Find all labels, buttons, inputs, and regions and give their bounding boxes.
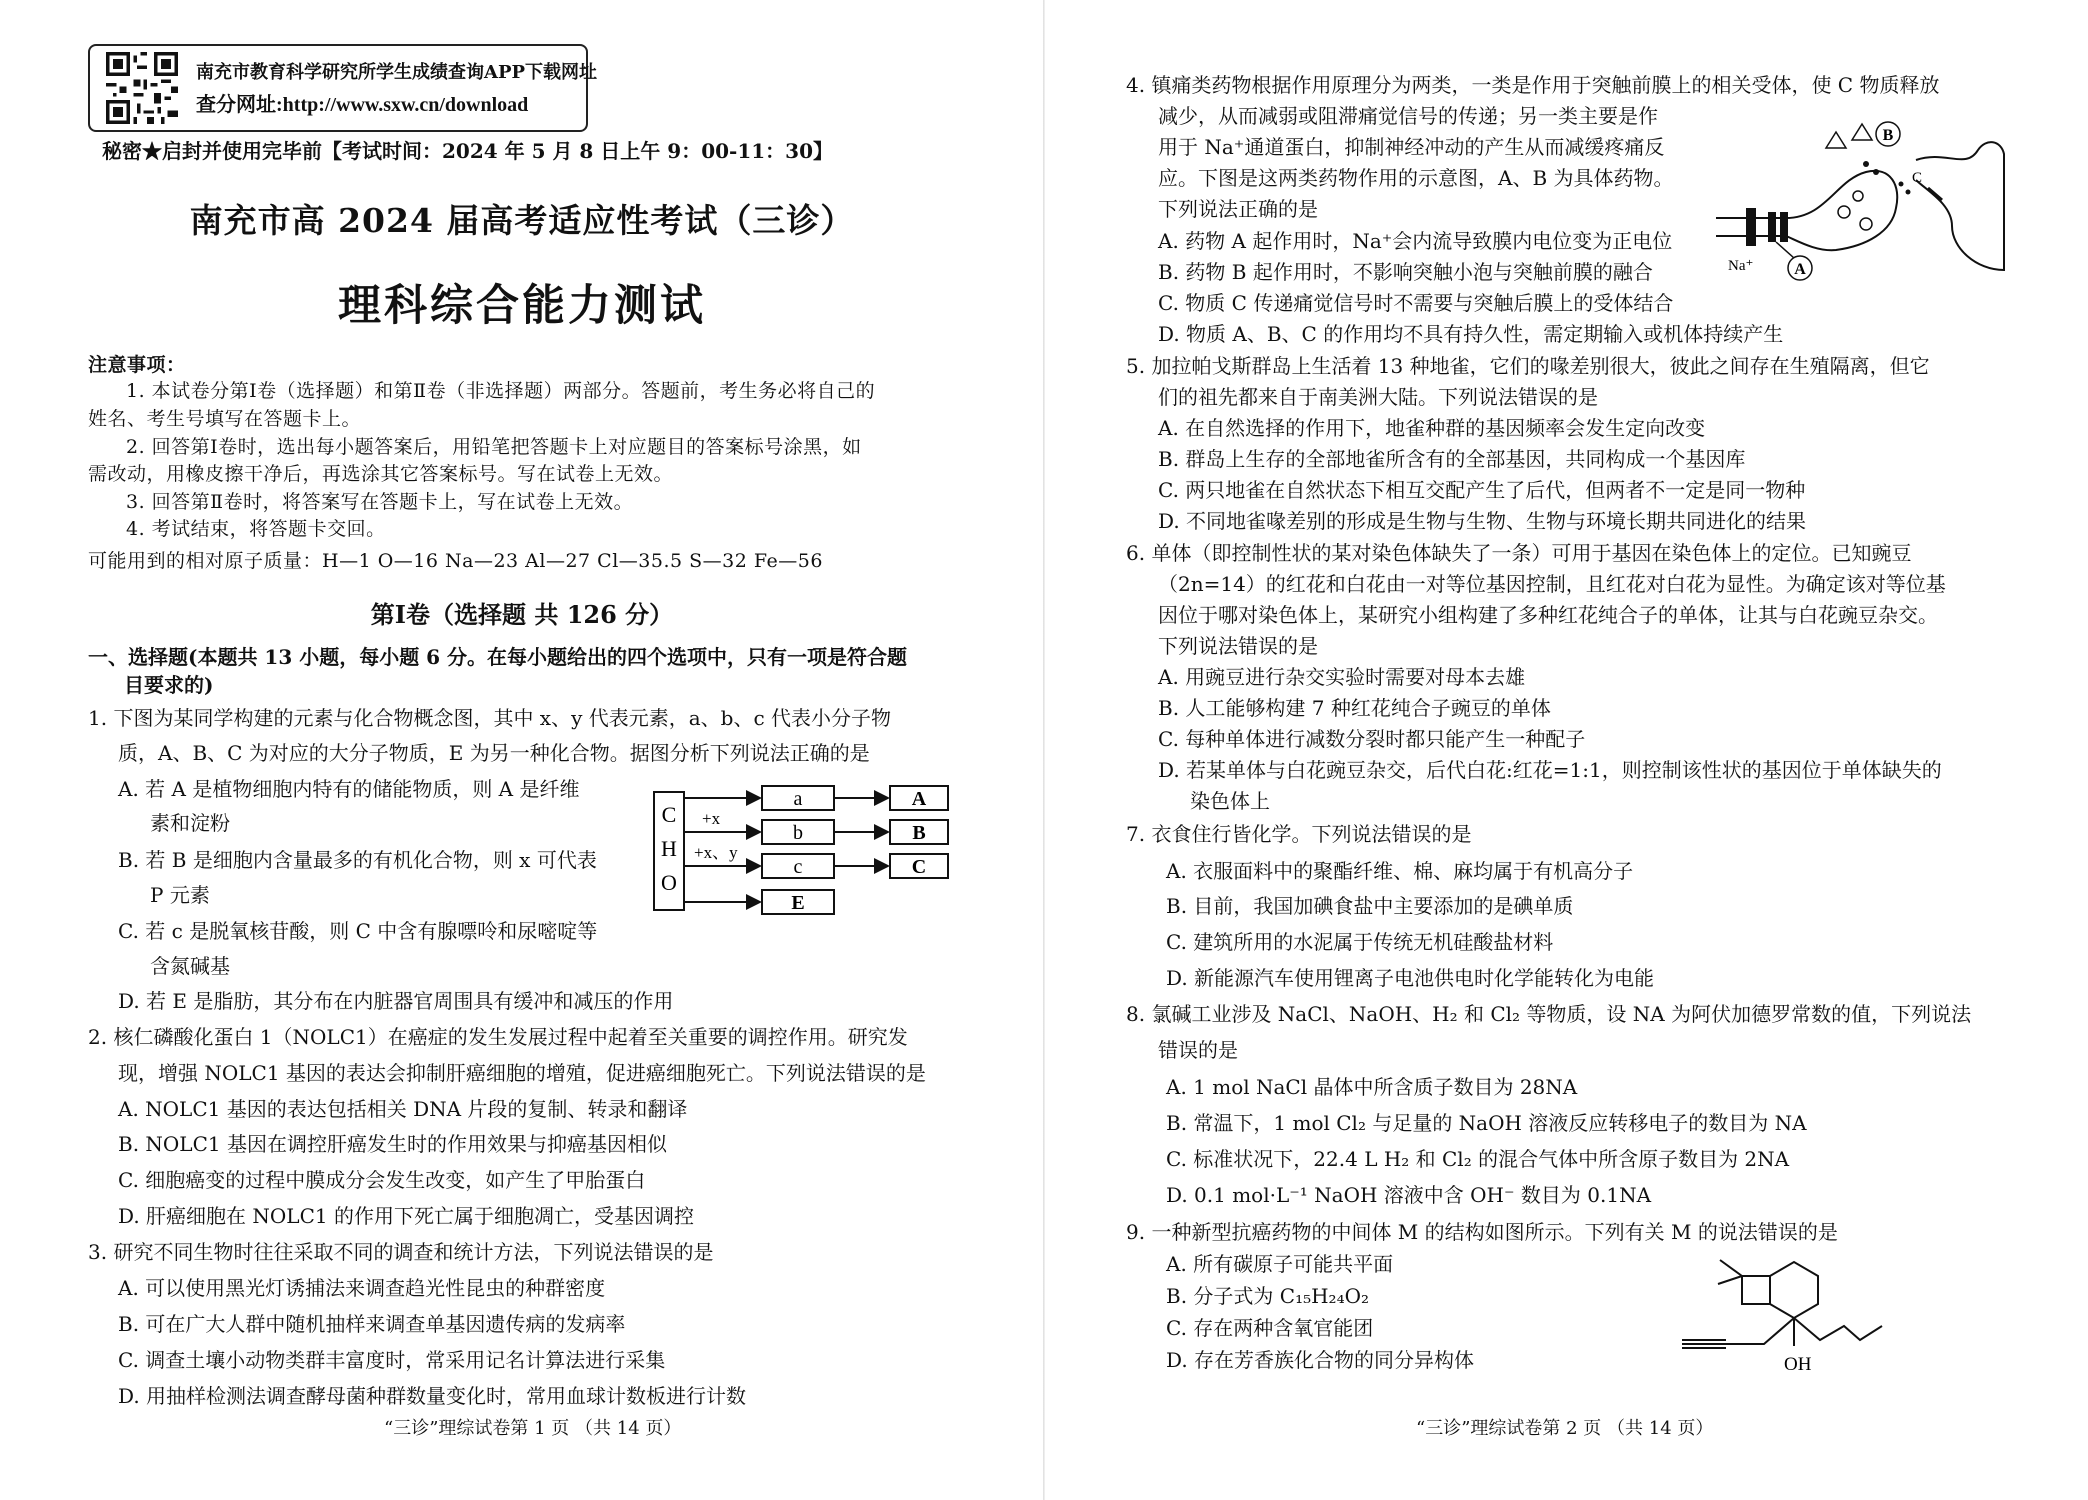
- molecule-m-structure: [1660, 1256, 1890, 1382]
- qr-url-text: 查分网址:http://www.sxw.cn/download: [196, 94, 529, 116]
- small-molecule-label: c: [793, 856, 803, 878]
- arrow-label-x: +x: [702, 809, 721, 828]
- question-5-option-c: C. 两只地雀在自然状态下相互交配产生了后代，但两者不一定是同一物种: [1158, 478, 1806, 502]
- element-label: H: [661, 836, 677, 861]
- question-3-option-a: A. 可以使用黑光灯诱捕法来调查趋光性昆虫的种群密度: [118, 1276, 606, 1300]
- question-6-option-b: B. 人工能够构建 7 种红花纯合子豌豆的单体: [1158, 696, 1551, 720]
- macromolecule-label: C: [911, 856, 927, 878]
- question-2-stem: 2. 核仁磷酸化蛋白 1（NOLC1）在癌症的发生发展过程中起着至关重要的调控作用。研究发: [88, 1025, 908, 1049]
- notice-line: 姓名、考生号填写在答题卡上。: [88, 408, 362, 430]
- question-9-option-a: A. 所有碳原子可能共平面: [1166, 1252, 1394, 1276]
- page-footer: “三诊”理综试卷第 1 页 （共 14 页）: [384, 1418, 682, 1439]
- question-9-stem: 9. 一种新型抗癌药物的中间体 M 的结构如图所示。下列有关 M 的说法错误的是: [1126, 1220, 1838, 1244]
- qr-header-box: [88, 44, 598, 132]
- question-1-option-b: B. 若 B 是细胞内含量最多的有机化合物，则 x 可代表: [118, 848, 597, 872]
- other-compound-label: E: [791, 892, 805, 914]
- neurotransmitter-dot: [1906, 190, 1911, 195]
- page-footer: “三诊”理综试卷第 2 页 （共 14 页）: [1416, 1418, 1714, 1439]
- notice-line: 4. 考试结束，将答题卡交回。: [126, 518, 386, 540]
- question-4-stem: 下列说法正确的是: [1158, 197, 1318, 221]
- question-6-stem: 下列说法错误的是: [1158, 634, 1318, 658]
- question-8-stem: 8. 氯碱工业涉及 NaCl、NaOH、H₂ 和 Cl₂ 等物质，设 NA 为阿伏加德罗常数的值，下列说法: [1126, 1002, 1972, 1026]
- question-8-option-a: A. 1 mol NaCl 晶体中所含质子数目为 28NA: [1166, 1075, 1578, 1099]
- notice-heading: 注意事项：: [88, 354, 186, 376]
- synaptic-vesicle: [1860, 218, 1872, 230]
- question-8-stem: 错误的是: [1158, 1038, 1238, 1062]
- question-8-option-d: D. 0.1 mol·L⁻¹ NaOH 溶液中含 OH⁻ 数目为 0.1NA: [1166, 1183, 1652, 1207]
- hydroxyl-label: OH: [1784, 1354, 1812, 1375]
- question-4-stem: 用于 Na⁺通道蛋白，抑制神经冲动的产生从而减缓疼痛反: [1158, 135, 1665, 159]
- receptor-dot: [1863, 161, 1869, 167]
- question-7-option-d: D. 新能源汽车使用锂离子电池供电时化学能转化为电能: [1166, 966, 1655, 990]
- question-1-option-c: 含氮碱基: [150, 954, 230, 978]
- propargyl-chain: [1726, 1318, 1794, 1344]
- presynaptic-axon: [1716, 171, 1897, 250]
- question-1-stem: 质，A、B、C 为对应的大分子物质，E 为另一种化合物。据图分析下列说法正确的是: [118, 741, 870, 765]
- element-compound-diagram: [650, 776, 960, 924]
- question-2-option-d: D. 肝癌细胞在 NOLC1 的作用下死亡属于细胞凋亡，受基因调控: [118, 1204, 694, 1228]
- question-6-stem: （2n=14）的红花和白花由一对等位基因控制，且红花对白花为显性。为确定该对等位基: [1158, 572, 1946, 596]
- drug-b-triangle: [1852, 124, 1872, 140]
- macromolecule-label: B: [912, 822, 926, 844]
- question-6-stem: 6. 单体（即控制性状的某对染色体缺失了一条）可用于基因在染色体上的定位。已知豌豆: [1126, 541, 1912, 565]
- na-channel: [1780, 212, 1788, 242]
- question-4-option-b: B. 药物 B 起作用时，不影响突触小泡与突触前膜的融合: [1158, 260, 1653, 284]
- question-1-option-a: A. 若 A 是植物细胞内特有的储能物质，则 A 是纤维: [118, 777, 580, 801]
- neurotransmitter-dot: [1899, 182, 1904, 187]
- element-label: O: [661, 870, 677, 895]
- synapse-diagram: [1716, 120, 2006, 290]
- question-6-stem: 因位于哪对染色体上，某研究小组构建了多种红花纯合子的单体，让其与白花豌豆杂交。: [1158, 603, 1938, 627]
- question-8-option-c: C. 标准状况下，22.4 L H₂ 和 Cl₂ 的混合气体中所含原子数目为 2NA: [1166, 1147, 1790, 1171]
- question-6-option-d: D. 若某单体与白花豌豆杂交，后代白花:红花=1:1，则控制该性状的基因位于单体缺失的: [1158, 758, 1942, 782]
- question-3-option-d: D. 用抽样检测法调查酵母菌种群数量变化时，常用血球计数板进行计数: [118, 1384, 747, 1408]
- question-2-stem: 现，增强 NOLC1 基因的表达会抑制肝癌细胞的增殖，促进癌细胞死亡。下列说法错误的是: [118, 1061, 926, 1085]
- question-9-option-b: B. 分子式为 C₁₅H₂₄O₂: [1166, 1284, 1369, 1308]
- exam-time-notice: 秘密★启封并使用完毕前【考试时间：2024 年 5 月 8 日上午 9：00-11：30】: [102, 139, 833, 163]
- question-8-option-b: B. 常温下，1 mol Cl₂ 与足量的 NaOH 溶液反应转移电子的数目为 NA: [1166, 1111, 1807, 1135]
- question-3-stem: 3. 研究不同生物时往往采取不同的调查和统计方法，下列说法错误的是: [88, 1240, 714, 1264]
- exam-title: 南充市高 2024 届高考适应性考试（三诊）: [189, 201, 855, 240]
- question-7-option-b: B. 目前，我国加碘食盐中主要添加的是碘单质: [1166, 894, 1574, 918]
- cyclohexane-ring: [1770, 1262, 1818, 1318]
- question-9-option-c: C. 存在两种含氧官能团: [1166, 1316, 1374, 1340]
- question-4-stem: 应。下图是这两类药物作用的示意图，A、B 为具体药物。: [1158, 166, 1674, 190]
- section-instruction: 目要求的): [124, 673, 214, 697]
- macromolecule-label: A: [911, 788, 927, 810]
- qr-download-text: 南充市教育科学研究所学生成绩查询APP下载网址: [196, 62, 598, 83]
- question-3-option-b: B. 可在广大人群中随机抽样来调查单基因遗传病的发病率: [118, 1312, 626, 1336]
- drug-b-label: B: [1882, 127, 1894, 144]
- methoxymethyl-chain: [1794, 1318, 1882, 1340]
- question-4-option-a: A. 药物 A 起作用时，Na⁺会内流导致膜内电位变为正电位: [1158, 229, 1673, 253]
- sodium-ion-label: Na⁺: [1728, 258, 1754, 274]
- question-6-option-c: C. 每种单体进行减数分裂时都只能产生一种配子: [1158, 727, 1586, 751]
- qr-code-icon: [106, 52, 178, 124]
- question-4-option-c: C. 物质 C 传递痛觉信号时不需要与突触后膜上的受体结合: [1158, 291, 1674, 315]
- synaptic-vesicle: [1853, 191, 1863, 201]
- question-1-stem: 1. 下图为某同学构建的元素与化合物概念图，其中 x、y 代表元素，a、b、c 代表小分子物: [88, 706, 892, 730]
- exam-subtitle: 理科综合能力测试: [338, 281, 706, 331]
- question-4-option-d: D. 物质 A、B、C 的作用均不具有持久性，需定期输入或机体持续产生: [1158, 322, 1784, 346]
- substance-c-label: C: [1912, 170, 1923, 186]
- postsynaptic-neuron: [1916, 142, 2004, 270]
- notice-line: 3. 回答第Ⅱ卷时，将答案写在答题卡上，写在试卷上无效。: [126, 491, 634, 513]
- receptor-dot: [1873, 169, 1879, 175]
- question-2-option-a: A. NOLC1 基因的表达包括相关 DNA 片段的复制、转录和翻译: [118, 1097, 688, 1121]
- element-label: C: [661, 802, 677, 827]
- notice-line: 需改动，用橡皮擦干净后，再选涂其它答案标号。写在试卷上无效。: [88, 463, 674, 485]
- question-6-option-a: A. 用豌豆进行杂交实验时需要对母本去雄: [1158, 665, 1526, 689]
- question-7-option-c: C. 建筑所用的水泥属于传统无机硅酸盐材料: [1166, 930, 1554, 954]
- notice-line: 2. 回答第Ⅰ卷时，选出每小题答案后，用铅笔把答题卡上对应题目的答案标号涂黑，如: [126, 436, 862, 458]
- na-channel: [1768, 212, 1776, 242]
- question-5-option-d: D. 不同地雀喙差别的形成是生物与生物、生物与环境长期共同进化的结果: [1158, 509, 1807, 533]
- dimethyl-groups: [1718, 1260, 1742, 1284]
- question-2-option-b: B. NOLC1 基因在调控肝癌发生时的作用效果与抑癌基因相似: [118, 1132, 667, 1156]
- question-7-stem: 7. 衣食住行皆化学。下列说法错误的是: [1126, 822, 1472, 846]
- question-5-option-b: B. 群岛上生存的全部地雀所含有的全部基因，共同构成一个基因库: [1158, 447, 1746, 471]
- synaptic-vesicle: [1838, 206, 1850, 218]
- drug-a-pointer: [1776, 242, 1794, 258]
- question-1-option-d: D. 若 E 是脂肪，其分布在内脏器官周围具有缓冲和减压的作用: [118, 989, 674, 1013]
- question-5-stem: 5. 加拉帕戈斯群岛上生活着 13 种地雀，它们的喙差别很大，彼此之间存在生殖隔离，但它: [1126, 354, 1930, 378]
- question-5-option-a: A. 在自然选择的作用下，地雀种群的基因频率会发生定向改变: [1158, 416, 1706, 440]
- small-molecule-label: b: [793, 822, 803, 844]
- question-1-option-a: 素和淀粉: [150, 811, 230, 835]
- question-1-option-b: P 元素: [150, 883, 210, 907]
- atomic-masses: 可能用到的相对原子质量：H—1 O—16 Na—23 Al—27 Cl—35.5 S—32 Fe—56: [88, 550, 823, 572]
- drug-a-label: A: [1794, 261, 1806, 278]
- arrow-label-xy: +x、y: [694, 843, 738, 862]
- postsynaptic-receptor: [1928, 188, 1942, 200]
- alkyne-triple-bond: [1682, 1340, 1726, 1348]
- drug-b-triangle: [1826, 132, 1846, 148]
- cyclobutane-ring: [1742, 1276, 1770, 1304]
- na-channel: [1746, 208, 1756, 246]
- question-4-stem: 4. 镇痛类药物根据作用原理分为两类，一类是作用于突触前膜上的相关受体，使 C 物质释放: [1126, 73, 1940, 97]
- question-5-stem: 们的祖先都来自于南美洲大陆。下列说法错误的是: [1158, 385, 1598, 409]
- question-4-stem: 减少，从而减弱或阻滞痛觉信号的传递；另一类主要是作: [1158, 104, 1658, 128]
- notice-line: 1. 本试卷分第Ⅰ卷（选择题）和第Ⅱ卷（非选择题）两部分。答题前，考生务必将自己的: [126, 380, 876, 402]
- question-6-option-d: 染色体上: [1190, 789, 1270, 813]
- small-molecule-label: a: [793, 788, 803, 810]
- question-9-option-d: D. 存在芳香族化合物的同分异构体: [1166, 1348, 1475, 1372]
- question-3-option-c: C. 调查土壤小动物类群丰富度时，常采用记名计算法进行采集: [118, 1348, 666, 1372]
- section-instruction: 一、选择题(本题共 13 小题，每小题 6 分。在每小题给出的四个选项中，只有一项是符合题: [88, 645, 908, 669]
- section-heading: 第Ⅰ卷（选择题 共 126 分）: [370, 600, 674, 629]
- question-2-option-c: C. 细胞癌变的过程中膜成分会发生改变，如产生了甲胎蛋白: [118, 1168, 646, 1192]
- question-7-option-a: A. 衣服面料中的聚酯纤维、棉、麻均属于有机高分子: [1166, 859, 1634, 883]
- question-1-option-c: C. 若 c 是脱氧核苷酸，则 C 中含有腺嘌呤和尿嘧啶等: [118, 919, 598, 943]
